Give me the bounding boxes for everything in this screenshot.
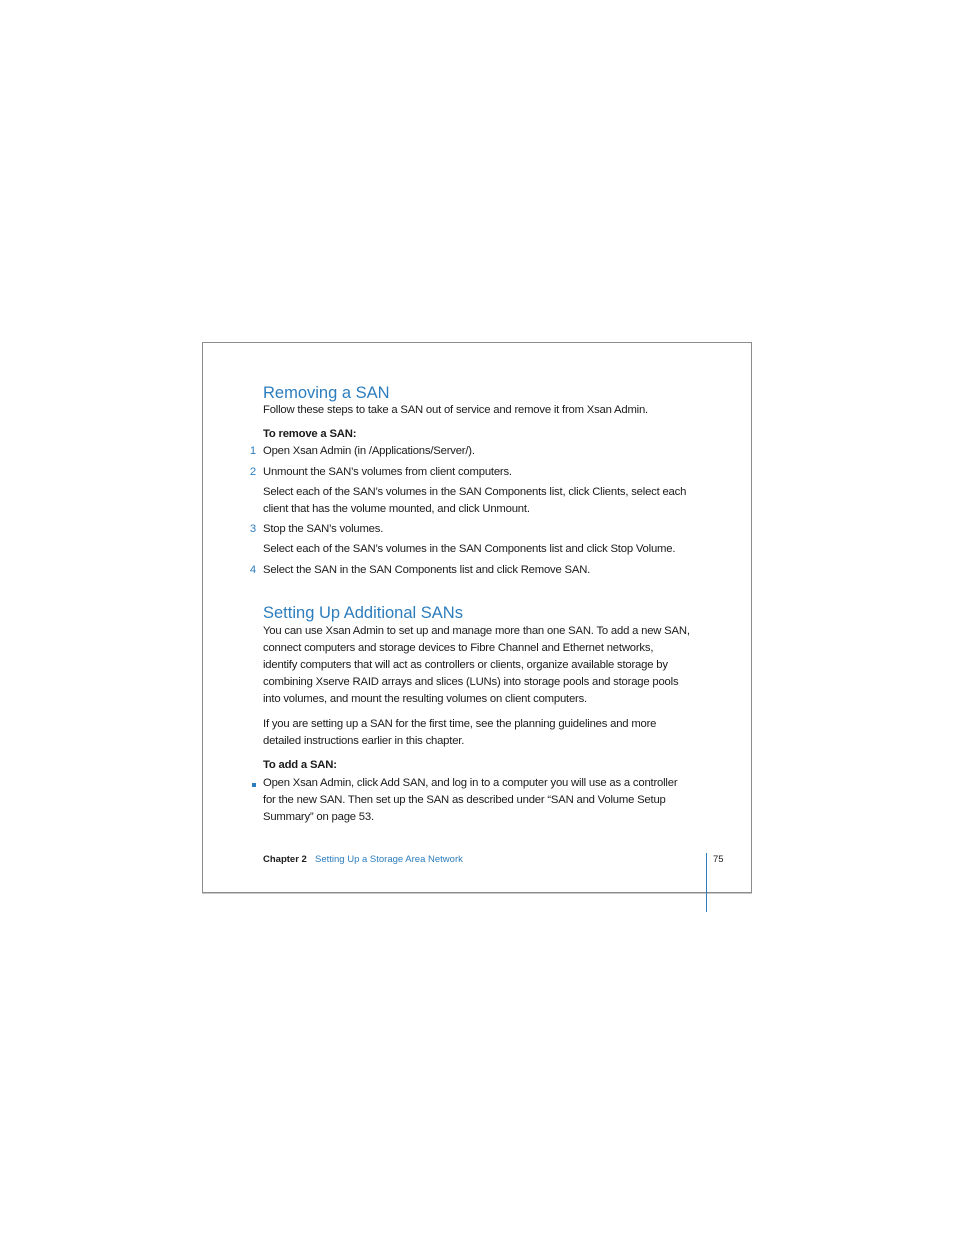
bullet-line: for the new SAN. Then set up the SAN as described under “SAN and Volume Setup bbox=[263, 794, 666, 806]
paragraph-line: detailed instructions earlier in this chapter. bbox=[263, 735, 465, 747]
section-heading-setting-up-additional-sans: Setting Up Additional SANs bbox=[263, 604, 463, 622]
step-detail: Select each of the SAN’s volumes in the SAN Components list and click Stop Volume. bbox=[263, 543, 676, 555]
procedure-title: To add a SAN: bbox=[263, 759, 337, 771]
step-number: 4 bbox=[249, 564, 257, 576]
step-number: 1 bbox=[249, 445, 257, 457]
bullet-line: Summary” on page 53. bbox=[263, 811, 374, 823]
step-text: Stop the SAN’s volumes. bbox=[263, 523, 384, 535]
paragraph-line: connect computers and storage devices to Fibre Channel and Ethernet networks, bbox=[263, 642, 654, 654]
paragraph-line: into volumes, and mount the resulting volumes on client computers. bbox=[263, 693, 587, 705]
step-text: Unmount the SAN’s volumes from client computers. bbox=[263, 466, 512, 478]
step-number: 2 bbox=[249, 466, 257, 478]
paragraph-line: If you are setting up a SAN for the first time, see the planning guidelines and more bbox=[263, 718, 657, 730]
step-text: Select the SAN in the SAN Components list and click Remove SAN. bbox=[263, 564, 591, 576]
footer-chapter-label: Chapter 2 bbox=[263, 854, 307, 865]
step-detail: Select each of the SAN’s volumes in the SAN Components list, click Clients, select each bbox=[263, 486, 687, 498]
step-number: 3 bbox=[249, 523, 257, 535]
procedure-title: To remove a SAN: bbox=[263, 428, 357, 440]
step-text: Open Xsan Admin (in /Applications/Server/). bbox=[263, 445, 475, 457]
bullet-line: Open Xsan Admin, click Add SAN, and log in to a computer you will use as a controller bbox=[263, 777, 678, 789]
paragraph-line: You can use Xsan Admin to set up and manage more than one SAN. To add a new SAN, bbox=[263, 625, 690, 637]
paragraph-line: identify computers that will act as controllers or clients, organize available storage by bbox=[263, 659, 668, 671]
bullet-square-icon bbox=[252, 783, 256, 787]
page-number: 75 bbox=[713, 854, 724, 865]
section-heading-removing-a-san: Removing a SAN bbox=[263, 384, 390, 402]
footer-rule bbox=[706, 853, 707, 912]
step-detail: client that has the volume mounted, and click Unmount. bbox=[263, 503, 530, 515]
footer-chapter-title: Setting Up a Storage Area Network bbox=[315, 854, 463, 865]
paragraph-line: combining Xserve RAID arrays and slices (LUNs) into storage pools and storage pools bbox=[263, 676, 679, 688]
intro-text: Follow these steps to take a SAN out of service and remove it from Xsan Admin. bbox=[263, 404, 648, 416]
